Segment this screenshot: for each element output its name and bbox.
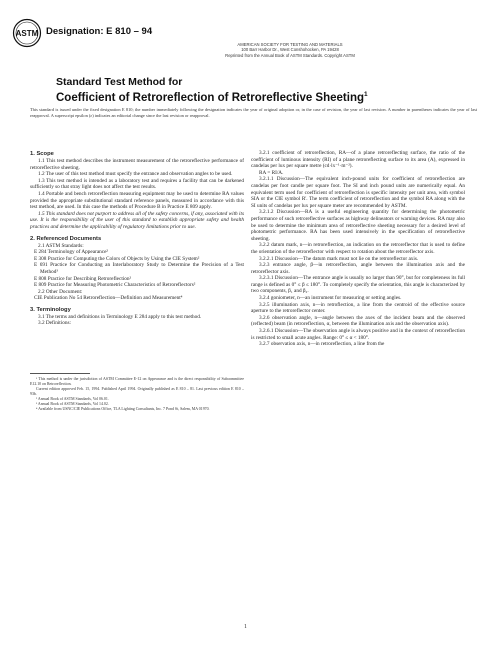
- paragraph: 3.2.7 observation axis, n—in retroreflection, a line from the: [259, 341, 385, 348]
- paragraph: 3.2.2.1 Discussion—The datum mark must not lie on the retroreflector axis.: [259, 255, 419, 262]
- svg-text:ASTM: ASTM: [15, 29, 39, 38]
- footnote: ³ Annual Book of ASTM Standards, Vol 14.02.: [36, 402, 109, 407]
- safety-note: 1.5 This standard does not purport to address all of the safety concerns, if any, associated with its use. It is the responsibility of the user of this standard to establish appropriate safety and health practices and determine the applicability of regulatory limitations prior to use.: [30, 210, 244, 230]
- paragraph: 3.2.6.1 Discussion—The observation angle is always positive and in the context of retroreflection is restricted to small acute angles. Range: 0° ≤ α < 180°.: [251, 328, 465, 341]
- section-heading: 2. Referenced Documents: [30, 235, 102, 242]
- publisher-line: AMERICAN SOCIETY FOR TESTING AND MATERIALS: [237, 42, 343, 47]
- paragraph: 3.2.1 coefficient of retroreflection, RA—of a plane retroreflecting surface, the ratio of the coefficient of luminous intensity (RI) of a plane retroreflecting surface to its area (A), expressed in candelas per lux per square metre (cd·lx⁻¹·m⁻²).: [251, 150, 465, 170]
- designation: Designation: E 810 – 94: [46, 26, 153, 37]
- reference-item: E 308 Practice for Computing the Colors of Objects by Using the CIE System²: [34, 255, 200, 262]
- title-line: Standard Test Method for: [56, 76, 183, 88]
- standard-notice: This standard is issued under the fixed designation E 810; the number immediately following the designation indicates the year of original adoption or, in the case of revision, the year of last revision. A number in parentheses indicates the year of last reapproval. A superscript epsilon (ε) indicates an editorial change since the last revision or reapproval.: [30, 107, 477, 118]
- paragraph: 3.2.5 illumination axis, n—in retroflection, a line from the centroid of the effective source aperture to the retroreflector center.: [251, 301, 465, 315]
- subheading: 2.1 ASTM Standards:: [38, 242, 84, 249]
- reference-item: E 284 Terminology of Appearance²: [34, 249, 109, 256]
- paragraph: 3.1 The terms and definitions in Terminology E 284 apply to this test method.: [38, 313, 202, 320]
- title-footnote-mark: 1: [364, 91, 368, 98]
- section-heading: 3. Terminology: [30, 306, 71, 313]
- reference-item: E 691 Practice for Conducting an Interlaboratory Study to Determine the Precision of a Test Method³: [34, 262, 244, 275]
- paragraph: 3.2.2 datum mark, n—in retroreflection, an indication on the retroreflector that is used to define the orientation of the retroreflector with respect to rotation about the retroreflector axis.: [251, 242, 465, 255]
- footnote: ⁴ Available from USNC/CIE Publications Office, TLA Lighting Consultants, Inc. 7 Pond St, Salem, MA 01970.: [36, 407, 210, 412]
- paragraph: 3.2.4 goniometer, n—an instrument for measuring or setting angles.: [259, 295, 402, 302]
- document-title: [56, 76, 476, 105]
- paragraph: 3.2.3 entrance angle, β—in retroreflection, angle between the illumination axis and the retroreflector axis.: [251, 262, 465, 275]
- paragraph: 1.2 The user of this test method must specify the entrance and observation angles to be used.: [38, 171, 233, 178]
- footnote: Current edition approved Feb. 15, 1994. Published April 1994. Originally published as E 810 – 81. Last previous edition E 810 – 93b.: [30, 387, 244, 397]
- paragraph: 3.2.6 observation angle, n—angle between the axes of the incident beam and the observed (reflected) beam (in retroreflection, α, between the illumination axis and the observation axis).: [251, 314, 465, 328]
- paragraph: 1.4 Portable and bench retroreflection measuring equipment may be used to determine RA values provided the appropriate substitutional standard reference panels, measured in accordance with this test method, are used. In this case the methods of Procedure B in Practice E 809 apply.: [30, 190, 244, 211]
- footnote: ² Annual Book of ASTM Standards, Vol 06.01.: [36, 397, 109, 402]
- publisher-line: Reprinted from the Annual Book of ASTM Standards. Copyright ASTM: [225, 52, 355, 58]
- publisher-line: 100 Barr Harbor Dr., West Conshohocken, PA 19428: [241, 47, 339, 53]
- paragraph: 3.2.3.1 Discussion—The entrance angle is usually no larger than 90°, but for completeness its full range is defined as 0° ≤ β ≤ 180°. To completely specify the orientation, this angle is characterized by two components, β₁ and β₂.: [251, 275, 465, 295]
- right-column: [251, 150, 465, 348]
- paragraph: 1.1 This test method describes the instrument measurement of the retroreflective performance of retroreflective sheeting.: [30, 158, 244, 171]
- title-main: [56, 88, 476, 105]
- paragraph: 3.2.1.2 Discussion—RA is a useful engineering quantity for determining the photometric performance of such retroreflective surfaces as highway delineators or warning devices. RA may also be used to determine the minimum area of retroreflective sheeting necessary for a desired level of photometric performance. RA has been used intensively in the specification of retroreflective sheeting.: [251, 209, 465, 242]
- subheading: 2.2 Other Document:: [38, 288, 83, 295]
- title-text: Coefficient of Retroreflection of Retroreflective Sheeting: [56, 91, 364, 104]
- astm-logo-icon: [12, 18, 42, 48]
- paragraph: 3.2.1.1 Discussion—The equivalent inch-pound units for coefficient of retroreflection are candelas per foot candle per square foot. The SI and inch pound units are numerically equal. An equivalent term used for coefficient of retroreflection is specific intensity per unit area, with symbol SIA or the CIE symbol R'. The term coefficient of retroreflection and the symbol RA along with the SI units of candelas per lux per square meter are recommended by ASTM.: [251, 176, 465, 209]
- reference-item: E 808 Practice for Describing Retroreflection²: [34, 275, 132, 282]
- footnotes: [30, 377, 244, 412]
- formula: RA = RI/A.: [259, 169, 284, 176]
- paragraph: 1.3 This test method is intended as a laboratory test and requires a facility that can be darkened sufficiently so that stray light does not affect the test results.: [30, 177, 244, 191]
- reference-item: CIE Publication No 54 Retroreflection—Definition and Measurement⁴: [34, 295, 183, 302]
- paragraph: 3.2 Definitions:: [38, 320, 71, 327]
- section-heading: 1. Scope: [30, 151, 54, 157]
- left-column: [30, 150, 244, 412]
- page-number: 1: [244, 624, 247, 630]
- footnote-divider: [30, 373, 90, 374]
- footnote: ¹ This method is under the jurisdiction of ASTM Committee E-12 on Appearance and is the direct responsibility of Subcommittee E12.10 on Retroreflection.: [30, 377, 244, 387]
- paragraph: [30, 211, 244, 231]
- reference-item: E 809 Practice for Measuring Photometric Characteristics of Retroreflectors²: [34, 282, 196, 289]
- publisher-info: [150, 42, 430, 58]
